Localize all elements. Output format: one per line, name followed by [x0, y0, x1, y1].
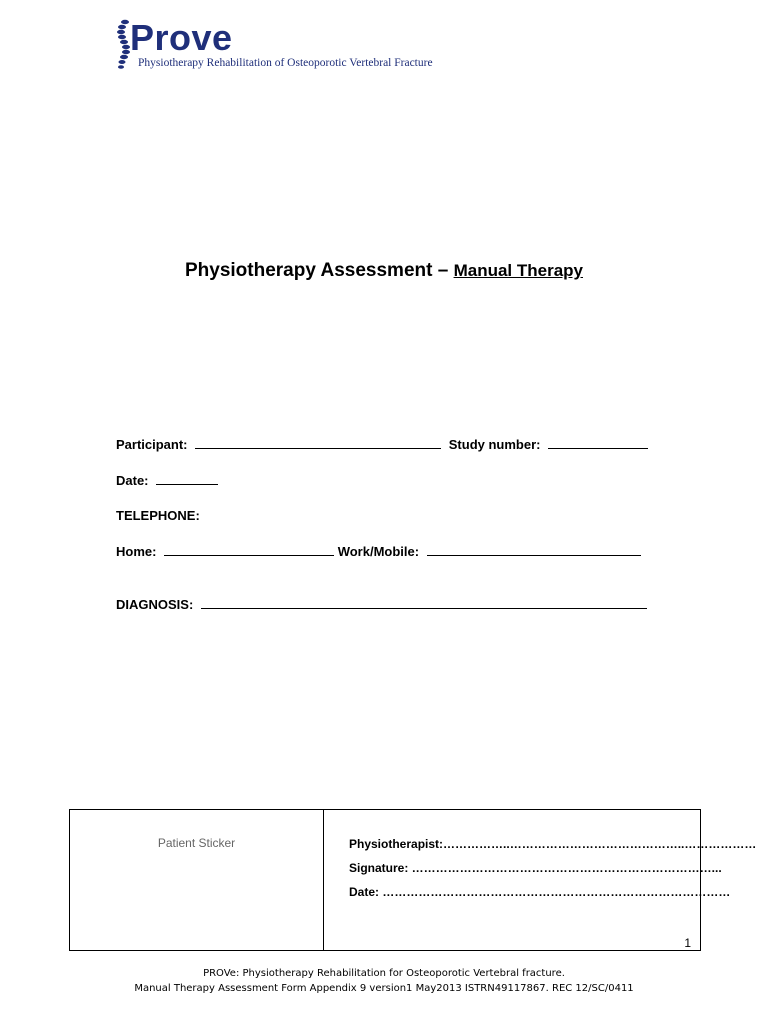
diagnosis-row: [116, 596, 647, 614]
sticker-signature-box: [69, 809, 757, 951]
prove-logo: [116, 16, 456, 72]
logo-wordmark: Prove: [130, 17, 233, 58]
footer-line-1: PROVe: Physiotherapy Rehabilitation for Osteoporotic Vertebral fracture.: [203, 968, 565, 979]
study-number-label: Study number:: [448, 437, 541, 452]
diagnosis-label: DIAGNOSIS:: [116, 597, 194, 612]
title-main: Physiotherapy Assessment –: [184, 260, 449, 281]
work-mobile-label: Work/Mobile:: [337, 544, 420, 559]
telephone-row: [116, 507, 200, 525]
title-subtitle: Manual Therapy: [453, 261, 583, 280]
signature-line[interactable]: Signature: …………………………………………………………………...: [349, 861, 722, 875]
participant-row: [116, 436, 648, 454]
telephone-label: TELEPHONE:: [116, 508, 200, 523]
page-title: [0, 258, 768, 284]
physiotherapist-line[interactable]: Physiotherapist:……………..……………………………………..………………: [349, 837, 757, 851]
logo-tagline: Physiotherapy Rehabilitation of Osteoporotic Vertebral Fracture: [138, 57, 433, 69]
home-label: Home:: [116, 544, 157, 559]
participant-field[interactable]: [195, 436, 441, 449]
date-field[interactable]: [156, 472, 218, 485]
date-label: Date:: [116, 473, 149, 488]
patient-sticker-label: Patient Sticker: [157, 836, 236, 850]
box-divider: [323, 810, 324, 950]
participant-label: Participant:: [116, 437, 188, 452]
date-row: [116, 472, 218, 490]
footer-line-2: Manual Therapy Assessment Form Appendix 9 version1 May2013 ISTRN49117867. REC 12/SC/0411: [134, 983, 634, 994]
diagnosis-field[interactable]: [201, 596, 647, 609]
phone-row: [116, 543, 641, 561]
box-date-line[interactable]: Date: ……………………………………………………………………………: [349, 885, 731, 899]
work-mobile-field[interactable]: [427, 543, 641, 556]
home-phone-field[interactable]: [164, 543, 334, 556]
page-number: 1: [684, 936, 691, 950]
study-number-field[interactable]: [548, 436, 648, 449]
page-footer: [0, 966, 768, 996]
